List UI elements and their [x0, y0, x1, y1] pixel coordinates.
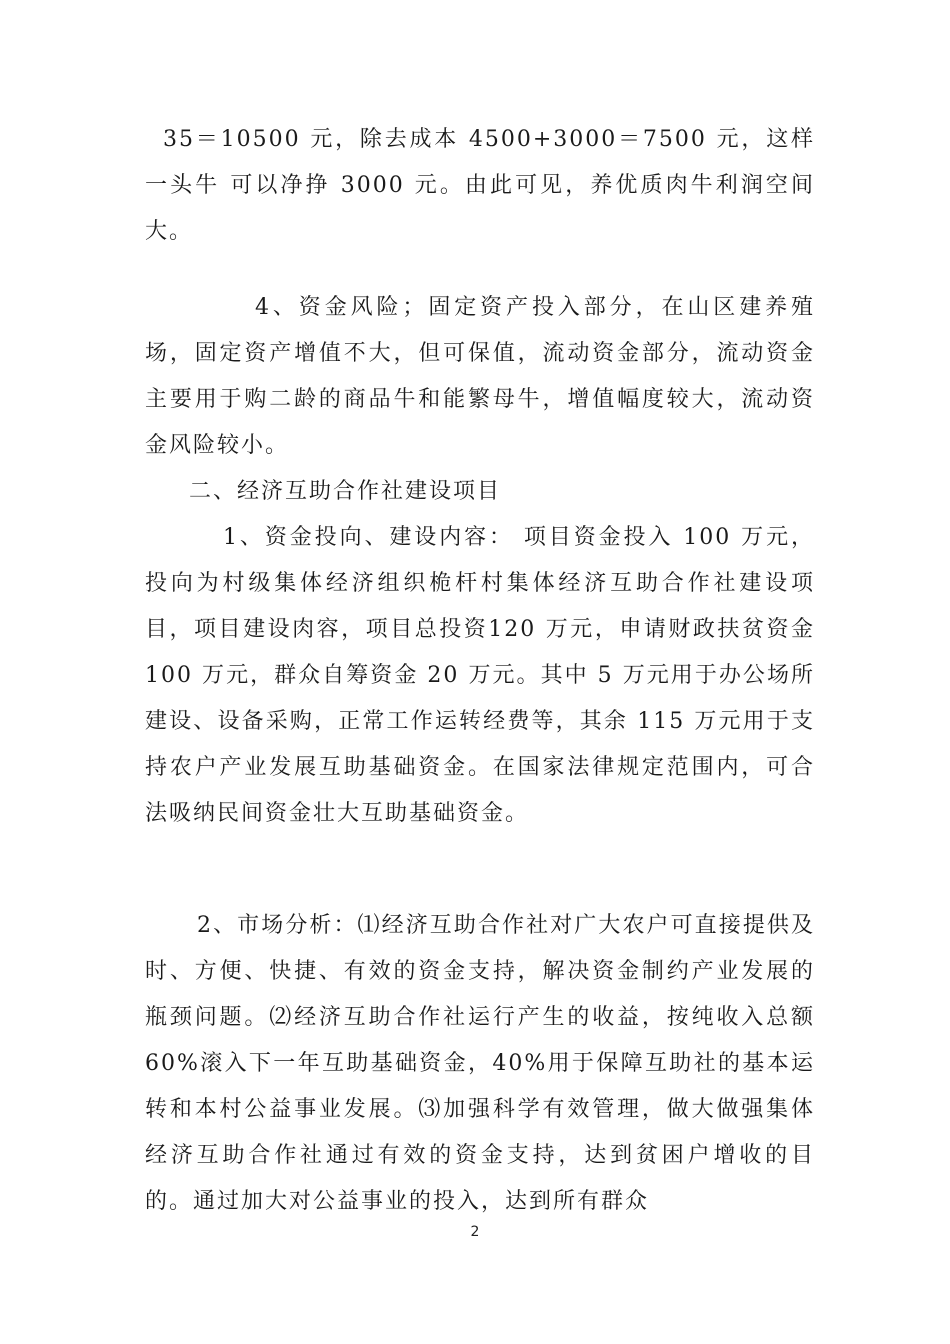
page-number: 2: [470, 1224, 480, 1240]
paragraph-market-analysis: 2、市场分析：⑴经济互助合作社对广大农户可直接提供及时、方便、快捷、有效的资金支持，解决资金制约产业发展的瓶颈问题。⑵经济互助合作社运行产生的收益，按纯收入总额 60%滚入下一年互助基础资金，40%用于保障互助社的基本运转和本村公益事业发展。⑶加强科学有效管理，做大做强集体经济互助合作社通过有效的资金支持，达到贫困户增收的目的。通过加大对公益事业的投入，达到所有群众: [145, 913, 815, 1214]
paragraph-investment-content: 1、资金投向、建设内容： 项目资金投入 100 万元，投向为村级集体经济组织桅杆村集体经济互助合作社建设项目，项目建设肉容，项目总投资120 万元，申请财政扶贫资金 100 万元，群众自筹资金 20 万元。其中 5 万元用于办公场所建设、设备采购，正常工作运转经费等，其余 115 万元用于支持农户产业发展互助基础资金。在国家法律规定范围内，可合法吸纳民间资金壮大互助基础资金。: [145, 525, 815, 826]
document-body: [145, 117, 815, 1225]
paragraph-profit-calc: 35＝10500 元，除去成本 4500+3000＝7500 元，这样一头牛 可以净挣 3000 元。由此可见，养优质肉牛利润空间大。: [145, 127, 815, 244]
section-heading-cooperative: 二、经济互助合作社建设项目: [189, 479, 502, 504]
paragraph-capital-risk: 4、资金风险；固定资产投入部分，在山区建养殖场，固定资产增值不大，但可保值，流动资金部分，流动资金主要用于购二龄的商品牛和能繁母牛，增值幅度较大，流动资金风险较小。: [145, 295, 815, 458]
